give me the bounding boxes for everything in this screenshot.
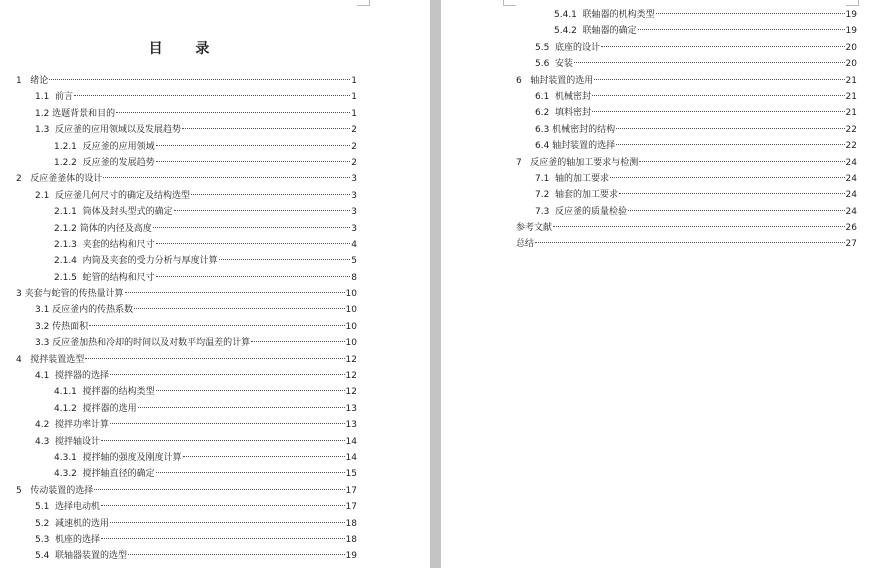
dot-leader xyxy=(156,161,351,162)
toc-entry[interactable] xyxy=(0,204,357,220)
toc-entry-title: 1.2 选题背景和目的 xyxy=(35,108,116,119)
toc-entry-page-number: 1 xyxy=(351,108,357,119)
dot-leader xyxy=(619,193,845,194)
toc-entry-title: 1.1 前言 xyxy=(35,92,74,103)
toc-entry-page-number: 19 xyxy=(345,551,357,562)
toc-entry-title: 1 绪论 xyxy=(16,76,49,86)
dot-leader xyxy=(656,13,845,14)
page-corner-mark xyxy=(357,0,370,6)
toc-entry-title: 1.2.2 反应釜的发展趋势 xyxy=(54,157,155,168)
toc-entry-title: 7 反应釜的轴加工要求与检测 xyxy=(516,157,639,168)
toc-entry-page-number: 19 xyxy=(845,10,857,20)
toc-entry-title: 2.1.2 筒体的内径及高度 xyxy=(54,223,152,234)
toc-entry-title: 3.3 反应釜加热和冷却的时间以及对数平均温差的计算 xyxy=(35,338,251,349)
dot-leader xyxy=(174,210,351,211)
toc-entry[interactable] xyxy=(0,155,357,171)
toc-entry[interactable] xyxy=(0,319,357,335)
toc-entry-page-number: 12 xyxy=(345,354,357,365)
toc-entry-page-number: 8 xyxy=(351,272,357,283)
toc-entry[interactable] xyxy=(0,417,357,433)
toc-entry[interactable] xyxy=(441,7,857,23)
toc-entry-title: 5.4 联轴器装置的选型 xyxy=(35,551,128,562)
toc-entry-page-number: 5 xyxy=(351,256,357,267)
toc-entry-page-number: 1 xyxy=(351,92,357,103)
toc-entry[interactable] xyxy=(0,532,357,548)
toc-entry[interactable] xyxy=(0,384,357,400)
dot-leader xyxy=(85,358,344,359)
toc-entry-title: 2.1.4 内筒及夹套的受力分析与厚度计算 xyxy=(54,256,218,267)
dot-leader xyxy=(128,554,345,555)
dot-leader xyxy=(89,325,344,326)
dot-leader xyxy=(183,456,345,457)
dot-leader xyxy=(110,522,345,523)
toc-entry-page-number: 24 xyxy=(845,206,857,217)
toc-entry-page-number: 19 xyxy=(845,26,857,37)
toc-entry[interactable] xyxy=(441,122,857,138)
toc-entry-title: 2 反应釜釜体的设计 xyxy=(16,174,103,185)
toc-entry-title: 6.1 机械密封 xyxy=(535,91,592,102)
toc-entry-title: 5.5 底座的设计 xyxy=(535,42,601,53)
toc-entry-title: 7.1 轴的加工要求 xyxy=(535,173,610,184)
toc-entry[interactable] xyxy=(0,302,357,318)
toc-entry-title: 5.4.1 联轴器的机构类型 xyxy=(554,10,655,20)
dot-leader xyxy=(74,95,350,96)
toc-entry[interactable] xyxy=(441,105,857,121)
dot-leader xyxy=(101,505,345,506)
toc-entry-title: 5.1 选择电动机 xyxy=(35,502,101,513)
dot-leader xyxy=(638,29,845,30)
toc-entry-page-number: 2 xyxy=(351,141,357,152)
dot-leader xyxy=(251,341,344,342)
toc-entry-title: 6.2 填料密封 xyxy=(535,108,592,119)
toc-entry-page-number: 2 xyxy=(351,125,357,136)
toc-entry-title: 1.2.1 反应釜的应用领域 xyxy=(54,141,155,152)
dot-leader xyxy=(574,62,845,63)
toc-entry[interactable] xyxy=(0,171,357,187)
toc-entry-page-number: 18 xyxy=(345,518,357,529)
page-corner-mark xyxy=(846,0,859,6)
toc-entry[interactable] xyxy=(441,187,857,203)
toc-entry[interactable] xyxy=(441,138,857,154)
toc-entry-page-number: 10 xyxy=(345,338,357,349)
toc-entry-page-number: 13 xyxy=(345,420,357,431)
toc-entry[interactable] xyxy=(0,106,357,122)
toc-entry[interactable] xyxy=(0,89,357,105)
toc-entry-title: 4.2 搅拌功率计算 xyxy=(35,420,110,431)
toc-entry[interactable] xyxy=(0,483,357,499)
toc-entry-title: 2.1 反应釜几何尺寸的确定及结构选型 xyxy=(35,190,191,201)
toc-entry[interactable] xyxy=(0,401,357,417)
toc-entry-title: 4.3.2 搅拌轴直径的确定 xyxy=(54,469,155,480)
toc-entry-title: 2.1.5 蛇管的结构和尺寸 xyxy=(54,272,155,283)
toc-entry-title: 4 搅拌装置选型 xyxy=(16,354,85,365)
toc-entry-title: 参考文献 xyxy=(516,223,553,234)
toc-entry-page-number: 12 xyxy=(345,371,357,382)
toc-entry-title: 4.1.2 搅拌器的选用 xyxy=(54,403,137,414)
dot-leader xyxy=(182,128,350,129)
toc-entry[interactable] xyxy=(0,466,357,482)
toc-entry[interactable] xyxy=(0,270,357,286)
toc-entry-page-number: 20 xyxy=(845,59,857,70)
toc-list-left xyxy=(0,73,357,565)
dot-leader xyxy=(639,161,844,162)
toc-entry-title: 7.2 轴套的加工要求 xyxy=(535,190,619,201)
toc-entry-page-number: 3 xyxy=(351,174,357,185)
toc-entry-page-number: 21 xyxy=(845,75,857,86)
dot-leader xyxy=(628,210,845,211)
toc-entry[interactable] xyxy=(0,335,357,351)
toc-entry[interactable] xyxy=(0,368,357,384)
dot-leader xyxy=(156,472,345,473)
toc-entry-page-number: 21 xyxy=(845,91,857,102)
toc-entry-title: 2.1.1 筒体及封头型式的确定 xyxy=(54,207,173,218)
toc-entry-page-number: 17 xyxy=(345,485,357,496)
toc-entry[interactable] xyxy=(441,40,857,56)
dot-leader xyxy=(553,226,845,227)
dot-leader xyxy=(103,177,350,178)
toc-entry-page-number: 20 xyxy=(845,42,857,53)
toc-entry-page-number: 2 xyxy=(351,157,357,168)
toc-entry-page-number: 3 xyxy=(351,223,357,234)
dot-leader xyxy=(153,227,351,228)
toc-entry-page-number: 10 xyxy=(345,289,357,300)
dot-leader xyxy=(601,46,845,47)
dot-leader xyxy=(219,259,351,260)
toc-entry[interactable] xyxy=(441,171,857,187)
toc-entry-page-number: 21 xyxy=(845,108,857,119)
toc-entry-page-number: 15 xyxy=(345,469,357,480)
toc-entry-title: 1.3 反应釜的应用领域以及发展趋势 xyxy=(35,125,182,136)
toc-entry[interactable] xyxy=(441,236,857,252)
toc-entry[interactable] xyxy=(441,204,857,220)
toc-entry[interactable] xyxy=(441,220,857,236)
toc-entry-title: 5.4.2 联轴器的确定 xyxy=(554,26,637,37)
dot-leader xyxy=(616,128,844,129)
document-page-right xyxy=(441,0,872,568)
toc-entry[interactable] xyxy=(0,450,357,466)
toc-entry-page-number: 27 xyxy=(845,239,857,250)
toc-entry-title: 6.3 机械密封的结构 xyxy=(535,124,616,135)
document-page-left xyxy=(0,0,430,568)
toc-entry-title: 3 夹套与蛇管的传热量计算 xyxy=(16,289,124,300)
toc-entry-page-number: 24 xyxy=(845,157,857,168)
toc-entry-title: 5 传动装置的选择 xyxy=(16,485,94,496)
toc-entry-title: 4.1.1 搅拌器的结构类型 xyxy=(54,387,155,398)
toc-entry[interactable] xyxy=(0,499,357,515)
dot-leader xyxy=(191,194,350,195)
toc-entry-title: 3.1 反应釜内的传热系数 xyxy=(35,305,134,316)
dot-leader xyxy=(156,276,351,277)
toc-entry-title: 2.1.3 夹套的结构和尺寸 xyxy=(54,239,155,250)
toc-entry-title: 6.4 轴封装置的选择 xyxy=(535,141,616,152)
toc-entry[interactable] xyxy=(0,237,357,253)
toc-entry-page-number: 12 xyxy=(345,387,357,398)
toc-entry-title: 6 轴封装置的选用 xyxy=(516,75,594,86)
toc-entry[interactable] xyxy=(0,548,357,564)
dot-leader xyxy=(610,177,845,178)
dot-leader xyxy=(156,145,351,146)
toc-entry[interactable] xyxy=(0,221,357,237)
toc-entry-page-number: 14 xyxy=(345,452,357,463)
toc-entry-title: 5.2 减速机的选用 xyxy=(35,518,110,529)
dot-leader xyxy=(110,423,345,424)
dot-leader xyxy=(110,374,345,375)
dot-leader xyxy=(101,440,345,441)
toc-entry-page-number: 3 xyxy=(351,207,357,218)
dot-leader xyxy=(49,79,350,80)
toc-entry-title: 7.3 反应釜的质量检验 xyxy=(535,206,628,217)
dot-leader xyxy=(594,79,844,80)
toc-entry-page-number: 10 xyxy=(345,321,357,332)
toc-entry-page-number: 24 xyxy=(845,190,857,201)
dot-leader xyxy=(592,111,845,112)
toc-entry-page-number: 24 xyxy=(845,173,857,184)
toc-entry-page-number: 1 xyxy=(351,76,357,86)
dot-leader xyxy=(116,112,350,113)
toc-entry-page-number: 17 xyxy=(345,502,357,513)
toc-entry[interactable] xyxy=(0,352,357,368)
toc-entry-page-number: 22 xyxy=(845,141,857,152)
toc-entry-title: 4.3 搅拌轴设计 xyxy=(35,436,101,447)
toc-entry-title: 5.6 安装 xyxy=(535,59,574,70)
dot-leader xyxy=(156,243,351,244)
toc-entry[interactable] xyxy=(441,23,857,39)
toc-entry[interactable] xyxy=(441,155,857,171)
toc-entry[interactable] xyxy=(441,56,857,72)
toc-list-right xyxy=(441,7,857,253)
toc-entry[interactable] xyxy=(0,516,357,532)
toc-entry[interactable] xyxy=(0,286,357,302)
toc-title: 目 录 xyxy=(148,41,224,57)
page-gap xyxy=(430,0,441,568)
toc-entry-page-number: 10 xyxy=(345,305,357,316)
toc-entry-page-number: 13 xyxy=(345,403,357,414)
page-corner-mark xyxy=(503,0,516,6)
toc-entry[interactable] xyxy=(0,122,357,138)
toc-entry[interactable] xyxy=(0,188,357,204)
toc-entry-page-number: 18 xyxy=(345,534,357,545)
dot-leader xyxy=(535,242,845,243)
toc-entry-title: 总结 xyxy=(516,239,535,250)
toc-entry-page-number: 22 xyxy=(845,124,857,135)
dot-leader xyxy=(134,308,344,309)
toc-entry-title: 5.3 机座的选择 xyxy=(35,534,101,545)
toc-entry-page-number: 3 xyxy=(351,190,357,201)
dot-leader xyxy=(138,407,345,408)
toc-entry-title: 4.3.1 搅拌轴的强度及刚度计算 xyxy=(54,452,182,463)
toc-entry[interactable] xyxy=(0,253,357,269)
toc-entry[interactable] xyxy=(441,89,857,105)
toc-entry-page-number: 4 xyxy=(351,239,357,250)
dot-leader xyxy=(125,292,345,293)
dot-leader xyxy=(94,489,344,490)
toc-entry[interactable] xyxy=(441,73,857,89)
toc-entry-title: 3.2 传热面积 xyxy=(35,321,89,332)
toc-entry-page-number: 26 xyxy=(845,223,857,234)
dot-leader xyxy=(156,390,345,391)
dot-leader xyxy=(101,538,345,539)
toc-entry-title: 4.1 搅拌器的选择 xyxy=(35,371,110,382)
toc-entry-page-number: 14 xyxy=(345,436,357,447)
toc-entry[interactable] xyxy=(0,434,357,450)
dot-leader xyxy=(616,144,844,145)
dot-leader xyxy=(592,95,845,96)
toc-entry[interactable] xyxy=(0,139,357,155)
toc-entry[interactable] xyxy=(0,73,357,89)
